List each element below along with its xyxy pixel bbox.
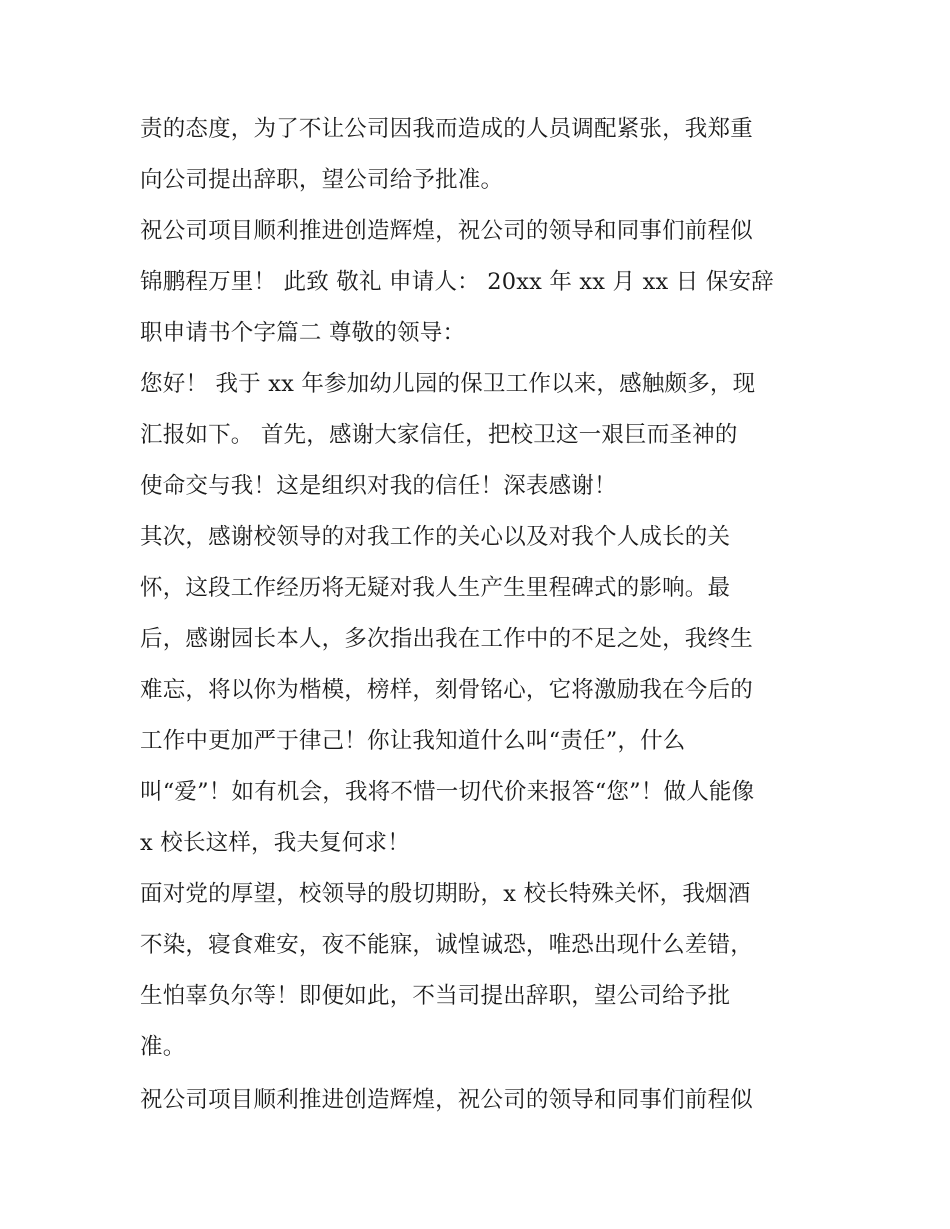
text-line: 锦鹏程万里！ 此致 敬礼 申请人： 20xx 年 xx 月 xx 日 保安辞 xyxy=(140,269,774,295)
text-line: 责的态度，为了不让公司因我而造成的人员调配紧张，我郑重 xyxy=(140,116,753,142)
text-line: 不染，寝食难安，夜不能寐，诚惶诚恐，唯恐出现什么差错， xyxy=(140,932,753,958)
text-line: 工作中更加严于律己！你让我知道什么叫“责任”，什么 xyxy=(140,728,686,754)
text-line: 祝公司项目顺利推进创造辉煌，祝公司的领导和同事们前程似 xyxy=(140,1087,753,1113)
text-line: 使命交与我！这是组织对我的信任！深表感谢！ xyxy=(140,473,617,499)
text-line: 您好！ 我于 xx 年参加幼儿园的保卫工作以来，感触颇多，现 xyxy=(140,371,756,397)
text-line: 生怕辜负尔等！即便如此，不当司提出辞职，望公司给予批 xyxy=(140,983,731,1009)
text-line: 后，感谢园长本人，多次指出我在工作中的不足之处，我终生 xyxy=(140,626,753,652)
text-line: 向公司提出辞职，望公司给予批准。 xyxy=(140,167,504,193)
text-line: 准。 xyxy=(140,1034,186,1060)
text-line: 职申请书个字篇二 尊敬的领导： xyxy=(140,320,466,346)
text-line: 怀，这段工作经历将无疑对我人生产生里程碑式的影响。最 xyxy=(140,575,731,601)
text-line: x 校长这样，我夫复何求！ xyxy=(140,830,410,856)
text-line: 叫“爱”！如有机会，我将不惜一切代价来报答“您”！做人能像 xyxy=(140,779,755,805)
text-line: 难忘，将以你为楷模，榜样，刻骨铭心，它将激励我在今后的 xyxy=(140,677,753,703)
text-line: 祝公司项目顺利推进创造辉煌，祝公司的领导和同事们前程似 xyxy=(140,218,753,244)
text-line: 面对党的厚望，校领导的殷切期盼，x 校长特殊关怀，我烟酒 xyxy=(140,881,751,907)
body-text xyxy=(140,104,830,1126)
text-line: 汇报如下。 首先，感谢大家信任，把校卫这一艰巨而圣神的 xyxy=(140,422,738,448)
text-line: 其次，感谢校领导的对我工作的关心以及对我个人成长的关 xyxy=(140,524,731,550)
